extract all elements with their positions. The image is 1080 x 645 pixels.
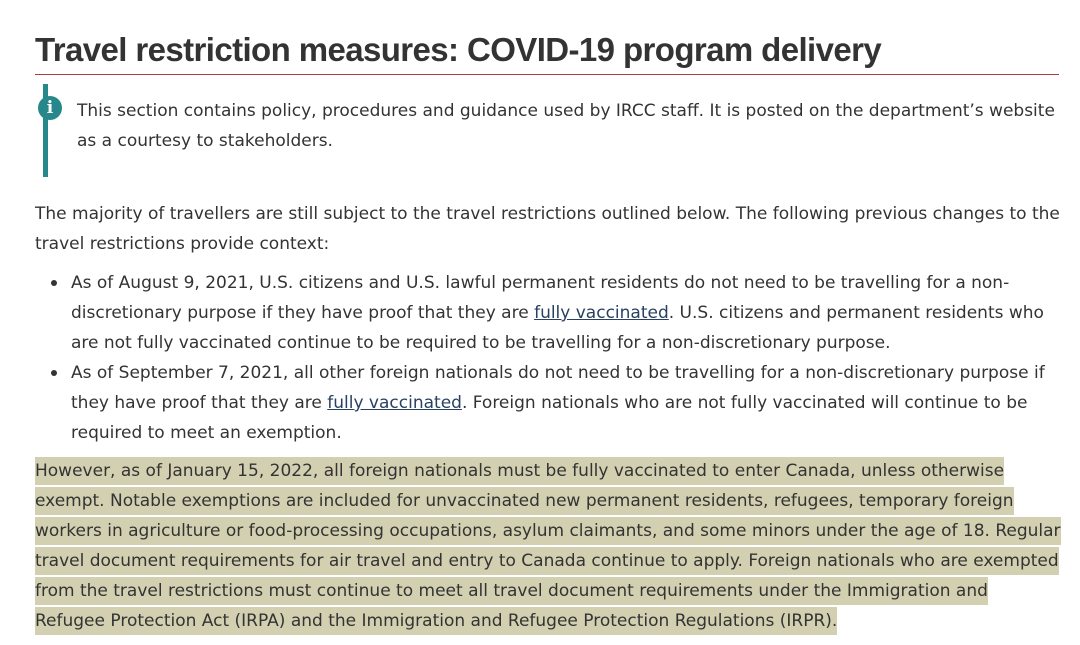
list-item-text: . Foreign nationals who are not fully vaccinated will continue to be required to meet an exemption. [71, 393, 1028, 443]
info-alert [43, 84, 1058, 177]
list-item-text: . U.S. citizens and permanent residents who are not fully vaccinated continue to be required to be travelling for a non-discretionary purpose. [71, 303, 1044, 353]
list-item [35, 268, 1065, 358]
bullet-icon [51, 370, 57, 376]
highlighted-paragraph [35, 456, 1063, 636]
fully-vaccinated-link[interactable]: fully vaccinated [327, 393, 462, 413]
page-title: Travel restriction measures: COVID-19 program delivery [35, 31, 882, 68]
alert-text: This section contains policy, procedures and guidance used by IRCC staff. It is posted on the department’s website as a courtesy to stakeholders. [77, 101, 1055, 151]
info-icon: i [38, 96, 62, 120]
highlighted-text: However, as of January 15, 2022, all foreign nationals must be fully vaccinated to enter Canada, unless otherwise exempt. Notable exemptions are included for unvaccinated new permanent residents, refugees, temporary foreign workers in agriculture or food-processing occupations, asylum claimants, and some minors under the age of 18. Regular travel document requirements for air travel and entry to Canada continue to apply. Foreign nationals who are exempted from the travel restrictions must continue to meet all travel document requirements under the Immigration and Refugee Protection Act (IRPA) and the Immigration and Refugee Protection Regulations (IRPR). [35, 457, 1061, 635]
title-divider [35, 74, 1059, 75]
bullet-icon [51, 280, 57, 286]
list-item-text: As of September 7, 2021, all other foreign nationals do not need to be travelling for a non-discretionary purpose if they have proof that they are [71, 363, 1045, 413]
fully-vaccinated-link[interactable]: fully vaccinated [534, 303, 669, 323]
changes-list [35, 268, 1065, 448]
intro-paragraph: The majority of travellers are still subject to the travel restrictions outlined below. The following previous changes to the travel restrictions provide context: [35, 204, 1060, 254]
list-item [35, 358, 1065, 448]
list-item-text: As of August 9, 2021, U.S. citizens and U.S. lawful permanent residents do not need to be travelling for a non-discretionary purpose if they have proof that they are [71, 273, 1010, 323]
